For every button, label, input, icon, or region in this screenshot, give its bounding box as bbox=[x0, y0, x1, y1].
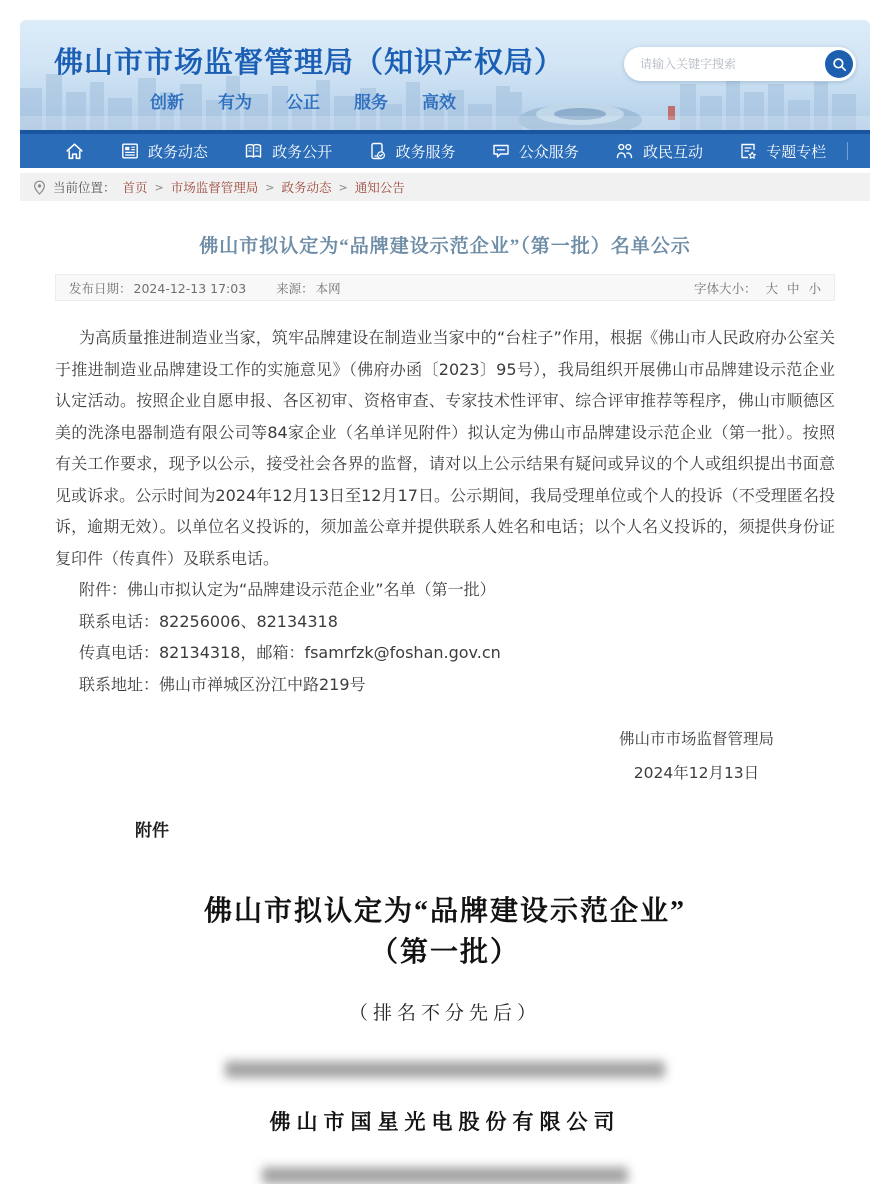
breadcrumb-separator: > bbox=[154, 180, 164, 194]
source-label: 来源： bbox=[276, 280, 314, 296]
article-meta-left bbox=[69, 279, 343, 297]
contact-address-line: 联系地址：佛山市禅城区汾江中路219号 bbox=[79, 674, 366, 694]
font-size-small[interactable]: 小 bbox=[808, 280, 821, 296]
font-size-medium[interactable]: 中 bbox=[786, 280, 800, 296]
slogan-word: 创新 bbox=[150, 93, 184, 113]
article-title: 佛山市拟认定为“品牌建设示范企业”（第一批）名单公示 bbox=[199, 236, 691, 257]
nav-zhengwu-gongkai[interactable] bbox=[243, 141, 332, 162]
site-title: 佛山市市场监督管理局（知识产权局） bbox=[54, 45, 565, 79]
redacted-company-row bbox=[225, 1061, 665, 1078]
search-icon bbox=[832, 57, 847, 72]
location-pin-icon bbox=[33, 180, 46, 195]
signature-org: 佛山市市场监督管理局 bbox=[618, 730, 774, 748]
slogan-row bbox=[150, 88, 456, 113]
nav-item-label: 政民互动 bbox=[643, 142, 704, 161]
contact-phone-line: 联系电话：82256006、82134318 bbox=[79, 611, 338, 631]
breadcrumb-separator: > bbox=[338, 180, 348, 194]
attachment-title bbox=[20, 891, 870, 973]
publish-date-label: 发布日期： bbox=[69, 280, 132, 296]
breadcrumb-tongzhi-gonggao[interactable]: 通知公告 bbox=[354, 180, 405, 195]
redacted-company-row bbox=[262, 1167, 628, 1184]
home-icon bbox=[64, 141, 85, 162]
nav-item-label: 政务动态 bbox=[147, 142, 208, 161]
search-bar bbox=[624, 47, 856, 81]
attachment-title-line2: （第一批） bbox=[369, 937, 520, 968]
open-book-icon bbox=[243, 141, 264, 161]
font-size-widget bbox=[694, 279, 821, 297]
main-nav bbox=[20, 130, 870, 168]
article-meta-bar bbox=[55, 274, 835, 301]
signature-date: 2024年12月13日 bbox=[633, 764, 760, 782]
breadcrumb-home[interactable]: 首页 bbox=[122, 180, 148, 195]
slogan-word: 公正 bbox=[286, 93, 320, 113]
people-icon bbox=[614, 141, 635, 161]
nav-zhengwu-fuwu[interactable] bbox=[367, 141, 455, 162]
nav-item-label: 专题专栏 bbox=[766, 142, 827, 161]
font-size-large[interactable]: 大 bbox=[765, 280, 778, 296]
slogan-word: 服务 bbox=[354, 93, 388, 113]
nav-zhuanti-zhuanlan[interactable] bbox=[738, 141, 826, 162]
slogan-word: 有为 bbox=[218, 93, 252, 113]
site-banner bbox=[20, 20, 870, 130]
breadcrumb-zhengwu-dongtai[interactable]: 政务动态 bbox=[281, 180, 332, 195]
breadcrumb-bureau[interactable]: 市场监督管理局 bbox=[170, 180, 259, 195]
chat-bubble-icon bbox=[491, 141, 511, 161]
signature-block bbox=[619, 722, 774, 790]
attachment-line: 附件：佛山市拟认定为“品牌建设示范企业”名单（第一批） bbox=[79, 580, 496, 599]
search-input[interactable] bbox=[624, 57, 825, 71]
doc-star-icon bbox=[738, 141, 758, 161]
phone-check-icon bbox=[367, 141, 387, 161]
newspaper-icon bbox=[120, 141, 140, 161]
source-value: 本网 bbox=[315, 280, 341, 296]
nav-item-label: 政务服务 bbox=[395, 142, 456, 161]
article bbox=[20, 231, 870, 1184]
nav-home[interactable] bbox=[64, 141, 85, 162]
nav-zhengwu-dongtai[interactable] bbox=[120, 141, 208, 162]
font-size-label: 字体大小： bbox=[693, 280, 757, 296]
slogan-word: 高效 bbox=[422, 93, 456, 113]
article-body bbox=[55, 322, 835, 700]
nav-zhengmin-hudong[interactable] bbox=[614, 141, 703, 162]
attachment-subtitle: （排名不分先后） bbox=[348, 1003, 541, 1024]
breadcrumb bbox=[20, 173, 870, 201]
nav-item-label: 政务公开 bbox=[272, 142, 333, 161]
attachment-title-line1: 佛山市拟认定为“品牌建设示范企业” bbox=[203, 896, 686, 927]
nav-item-label: 公众服务 bbox=[518, 142, 579, 161]
contact-fax-line: 传真电话：82134318，邮箱：fsamrfzk@foshan.gov.cn bbox=[79, 643, 501, 662]
publish-date-value: 2024-12-13 17:03 bbox=[133, 280, 247, 296]
attachment-heading: 附件 bbox=[135, 821, 169, 841]
company-name: 佛山市国星光电股份有限公司 bbox=[269, 1110, 621, 1134]
nav-gongzhong-fuwu[interactable] bbox=[491, 141, 579, 162]
notice-paragraph: 为高质量推进制造业当家，筑牢品牌建设在制造业当家中的“台柱子”作用，根据《佛山市人民政府办公室关于推进制造业品牌建设工作的实施意见》（佛府办函〔2023〕95号），我局组织开展佛山市品牌建设示范企业认定活动。按照企业自愿申报、各区初审、资格审查、专家技术性评审、综合评审推荐等程序，佛山市顺德区美的洗涤电器制造有限公司等84家企业（名单详见附件）拟认定为佛山市品牌建设示范企业（第一批）。按照有关工作要求，现予以公示，接受社会各界的监督，请对以上公示结果有疑问或异议的个人或组织提出书面意见或诉求。公示时间为2024年12月13日至12月17日。公示期间，我局受理单位或个人的投诉（不受理匿名投诉，逾期无效）。以单位名义投诉的，须加盖公章并提供联系人姓名和电话；以个人名义投诉的，须提供身份证复印件（传真件）及联系电话。 bbox=[55, 328, 835, 568]
search-button[interactable] bbox=[825, 50, 853, 78]
breadcrumb-prefix: 当前位置： bbox=[53, 180, 116, 195]
breadcrumb-separator: > bbox=[265, 180, 275, 194]
